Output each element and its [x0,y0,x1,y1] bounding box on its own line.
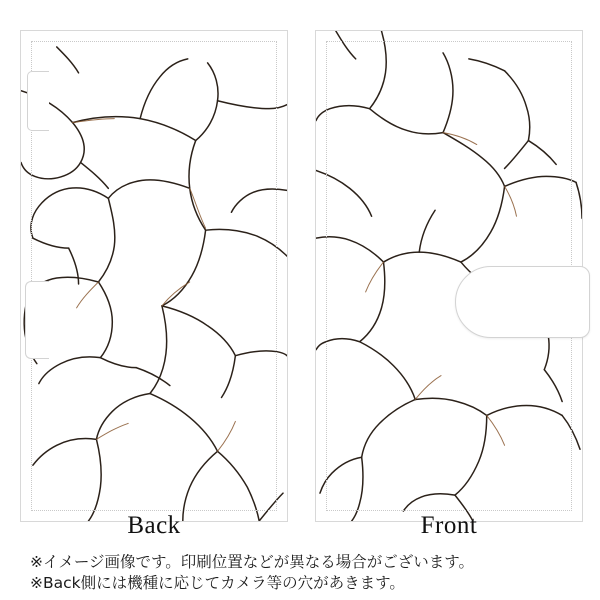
caption-front: Front [420,512,478,539]
closure-strap [455,266,590,338]
note-line-2: ※Back側には機種に応じてカメラ等の穴があきます。 [30,574,405,592]
panel-captions [0,512,600,546]
side-flap-top [27,71,49,131]
disclaimer-notes [30,552,590,594]
case-panels [0,22,600,514]
caption-back: Back [127,512,181,539]
note-line-1: ※イメージ画像です。印刷位置などが異なる場合がございます。 [30,553,475,571]
side-flap-bottom [25,281,49,359]
case-panel-back[interactable] [20,30,288,522]
crack-pattern-back [21,31,287,521]
